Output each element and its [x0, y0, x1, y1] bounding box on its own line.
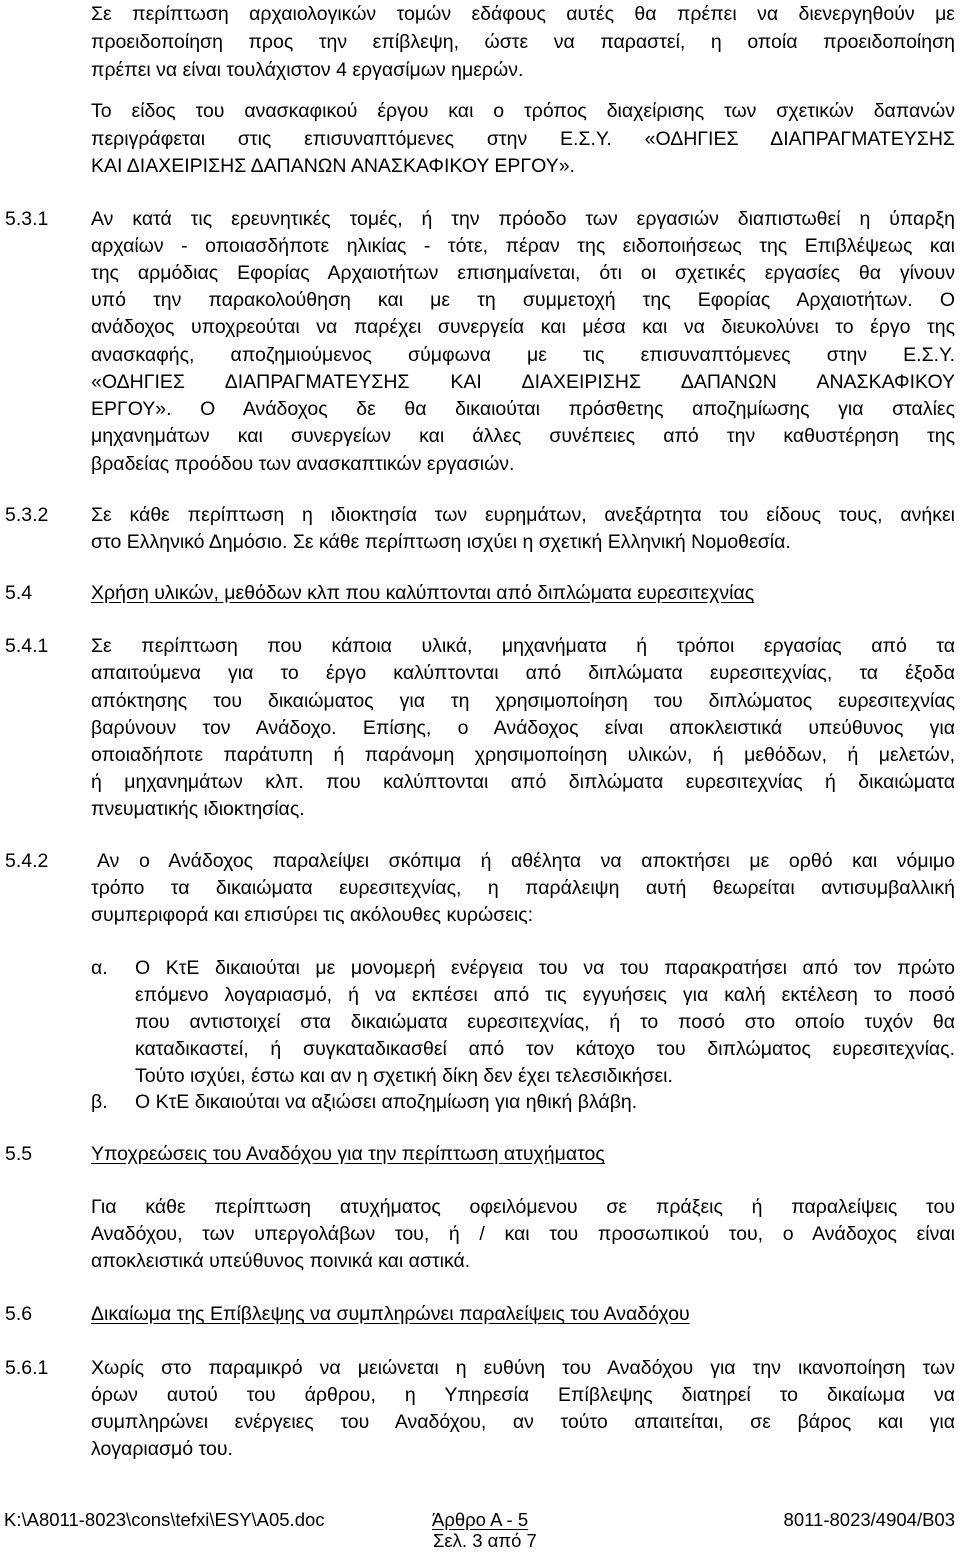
section-number: 5.5 [5, 1143, 33, 1165]
text-line: απόκτησης του δικαιώματος για τη χρησιμοποίηση του διπλώματος ευρεσιτεχνίας [91, 690, 955, 712]
text-line: τρόπο τα δικαιώματα ευρεσιτεχνίας, η παράλειψη αυτή θεωρείται αντισυμβαλλική [91, 877, 955, 899]
text-line: Ο ΚτΕ δικαιούται με μονομερή ενέργεια του να του παρακρατήσει από τον πρώτο [135, 957, 955, 979]
text-line: Το είδος του ανασκαφικού έργου και ο τρόπος διαχείρισης των σχετικών δαπανών [91, 100, 955, 122]
text-line: της αρμόδιας Εφορίας Αρχαιοτήτων επισημαίνεται, ότι οι σχετικές εργασίες θα γίνουν [91, 262, 955, 284]
text-line: ή μηχανημάτων κλπ. που καλύπτονται από διπλώματα ευρεσιτεχνίας ή δικαιώματα [91, 771, 955, 793]
list-item-label: β. [91, 1091, 108, 1113]
text-line: Σε κάθε περίπτωση η ιδιοκτησία των ευρημάτων, ανεξάρτητα του είδους τους, ανήκει [91, 504, 955, 526]
text-line: στο Ελληνικό Δημόσιο. Σε κάθε περίπτωση ισχύει η σχετική Ελληνική Νομοθεσία. [91, 531, 791, 553]
text-line: απαιτούμενα για το έργο καλύπτονται από διπλώματα ευρεσιτεχνίας, τα έξοδα [91, 662, 955, 684]
text-line: ΕΡΓΟΥ». Ο Ανάδοχος δε θα δικαιούται πρόσθετης αποζημίωσης για σταλίες [91, 398, 955, 420]
text-line: Τούτο ισχύει, έστω και αν η σχετική δίκη δεν έχει τελεσιδικήσει. [135, 1065, 673, 1087]
text-line: ανασκαφής, αποζημιούμενος σύμφωνα με τις επισυναπτόμενες στην Ε.Σ.Υ. [91, 344, 955, 366]
footer-document-code: 8011-8023/4904/B03 [783, 1509, 955, 1530]
text-line: επόμενο λογαριασμό, ή να εκπέσει από τις εγγυήσεις για καλή εκτέλεση το ποσό [135, 984, 955, 1006]
text-line: όρων αυτού του άρθρου, η Υπηρεσία Επίβλεψης διατηρεί το δικαίωμα να [91, 1384, 955, 1406]
section-title: Χρήση υλικών, μεθόδων κλπ που καλύπτονται από διπλώματα ευρεσιτεχνίας [91, 582, 755, 604]
footer-file-path: K:\A8011-8023\cons\tefxi\ESY\A05.doc [4, 1509, 325, 1530]
text-line: περιγράφεται στις επισυναπτόμενες στην Ε.Σ.Υ. «ΟΔΗΓΙΕΣ ΔΙΑΠΡΑΓΜΑΤΕΥΣΗΣ [91, 128, 955, 150]
section-number: 5.3.1 [5, 208, 49, 230]
section-number: 5.4 [5, 582, 33, 604]
text-line: καταδικαστεί, ή συγκαταδικασθεί από τον κάτοχο του διπλώματος ευρεσιτεχνίας. [135, 1038, 955, 1060]
text-line: Αν κατά τις ερευνητικές τομές, ή την πρόοδο των εργασιών διαπιστωθεί η ύπαρξη [91, 208, 955, 230]
text-line: αρχαίων - οποιασδήποτε ηλικίας - τότε, πέραν της ειδοποιήσεως της Επιβλέψεως και [91, 235, 955, 257]
text-line: Αναδόχου, των υπεργολάβων του, ή / και του προσωπικού του, ο Ανάδοχος είναι [91, 1223, 955, 1245]
text-line: βαρύνουν τον Ανάδοχο. Επίσης, ο Ανάδοχος είναι αποκλειστικά υπεύθυνος για [91, 717, 955, 739]
section-number: 5.4.1 [5, 635, 49, 657]
text-line: «ΟΔΗΓΙΕΣ ΔΙΑΠΡΑΓΜΑΤΕΥΣΗΣ ΚΑΙ ΔΙΑΧΕΙΡΙΣΗΣ ΔΑΠΑΝΩΝ ΑΝΑΣΚΑΦΙΚΟΥ [91, 371, 955, 393]
text-line: Για κάθε περίπτωση ατυχήματος οφειλόμενου σε πράξεις ή παραλείψεις του [91, 1196, 955, 1218]
section-number: 5.6.1 [5, 1357, 49, 1379]
section-number: 5.3.2 [5, 504, 49, 526]
text-line: που αντιστοιχεί στα δικαιώματα ευρεσιτεχνίας, ή το ποσό στο οποίο τυχόν θα [135, 1011, 955, 1033]
text-line: συμπεριφορά και επισύρει τις ακόλουθες κυρώσεις: [91, 904, 534, 926]
text-line: πρέπει να είναι τουλάχιστον 4 εργασίμων ημερών. [91, 59, 524, 81]
text-line: ΚΑΙ ΔΙΑΧΕΙΡΙΣΗΣ ΔΑΠΑΝΩΝ ΑΝΑΣΚΑΦΙΚΟΥ ΕΡΓΟΥ». [91, 155, 575, 177]
text-line: λογαριασμό του. [91, 1438, 233, 1460]
text-line: συμπληρώνει ενέργειες του Αναδόχου, αν τούτο απαιτείται, σε βάρος και για [91, 1411, 955, 1433]
text-line: Ο ΚτΕ δικαιούται να αξιώσει αποζημίωση για ηθική βλάβη. [135, 1091, 638, 1113]
section-title: Δικαίωμα της Επίβλεψης να συμπληρώνει παραλείψεις του Αναδόχου [91, 1303, 690, 1325]
text-line: μηχανημάτων και συνεργείων και άλλες συνέπειες από την καθυστέρηση της [91, 425, 955, 447]
text-line: Αν ο Ανάδοχος παραλείψει σκόπιμα ή αθέλητα να αποκτήσει με ορθό και νόμιμο [97, 850, 955, 872]
text-line: Σε περίπτωση που κάποια υλικά, μηχανήματα ή τρόποι εργασίας από τα [91, 635, 955, 657]
text-line: υπό την παρακολούθηση και με τη συμμετοχή της Εφορίας Αρχαιοτήτων. Ο [91, 289, 955, 311]
text-line: πνευματικής ιδιοκτησίας. [91, 798, 305, 820]
section-number: 5.4.2 [5, 850, 49, 872]
text-line: Σε περίπτωση αρχαιολογικών τομών εδάφους αυτές θα πρέπει να διενεργηθούν με [91, 3, 955, 25]
list-item-label: α. [91, 957, 108, 979]
text-line: ανάδοχος υποχρεούται να παρέχει συνεργεία και μέσα και να διευκολύνει το έργο της [91, 316, 955, 338]
footer-page-number: Σελ. 3 από 7 [433, 1530, 537, 1551]
text-line: Χωρίς στο παραμικρό να μειώνεται η ευθύνη του Αναδόχου για την ικανοποίηση των [91, 1357, 955, 1379]
text-line: προειδοποίηση προς την επίβλεψη, ώστε να παραστεί, η οποία προειδοποίηση [91, 31, 955, 53]
section-number: 5.6 [5, 1303, 33, 1325]
text-line: οποιαδήποτε παράτυπη ή παράνομη χρησιμοποίηση υλικών, ή μεθόδων, ή μελετών, [91, 744, 955, 766]
section-title: Υποχρεώσεις του Αναδόχου για την περίπτωση ατυχήματος [91, 1143, 605, 1165]
text-line: αποκλειστικά υπεύθυνος ποινικά και αστικά. [91, 1250, 471, 1272]
footer-article: Άρθρο Α - 5 [432, 1509, 529, 1530]
text-line: βραδείας προόδου των ανασκαπτικών εργασιών. [91, 453, 515, 475]
